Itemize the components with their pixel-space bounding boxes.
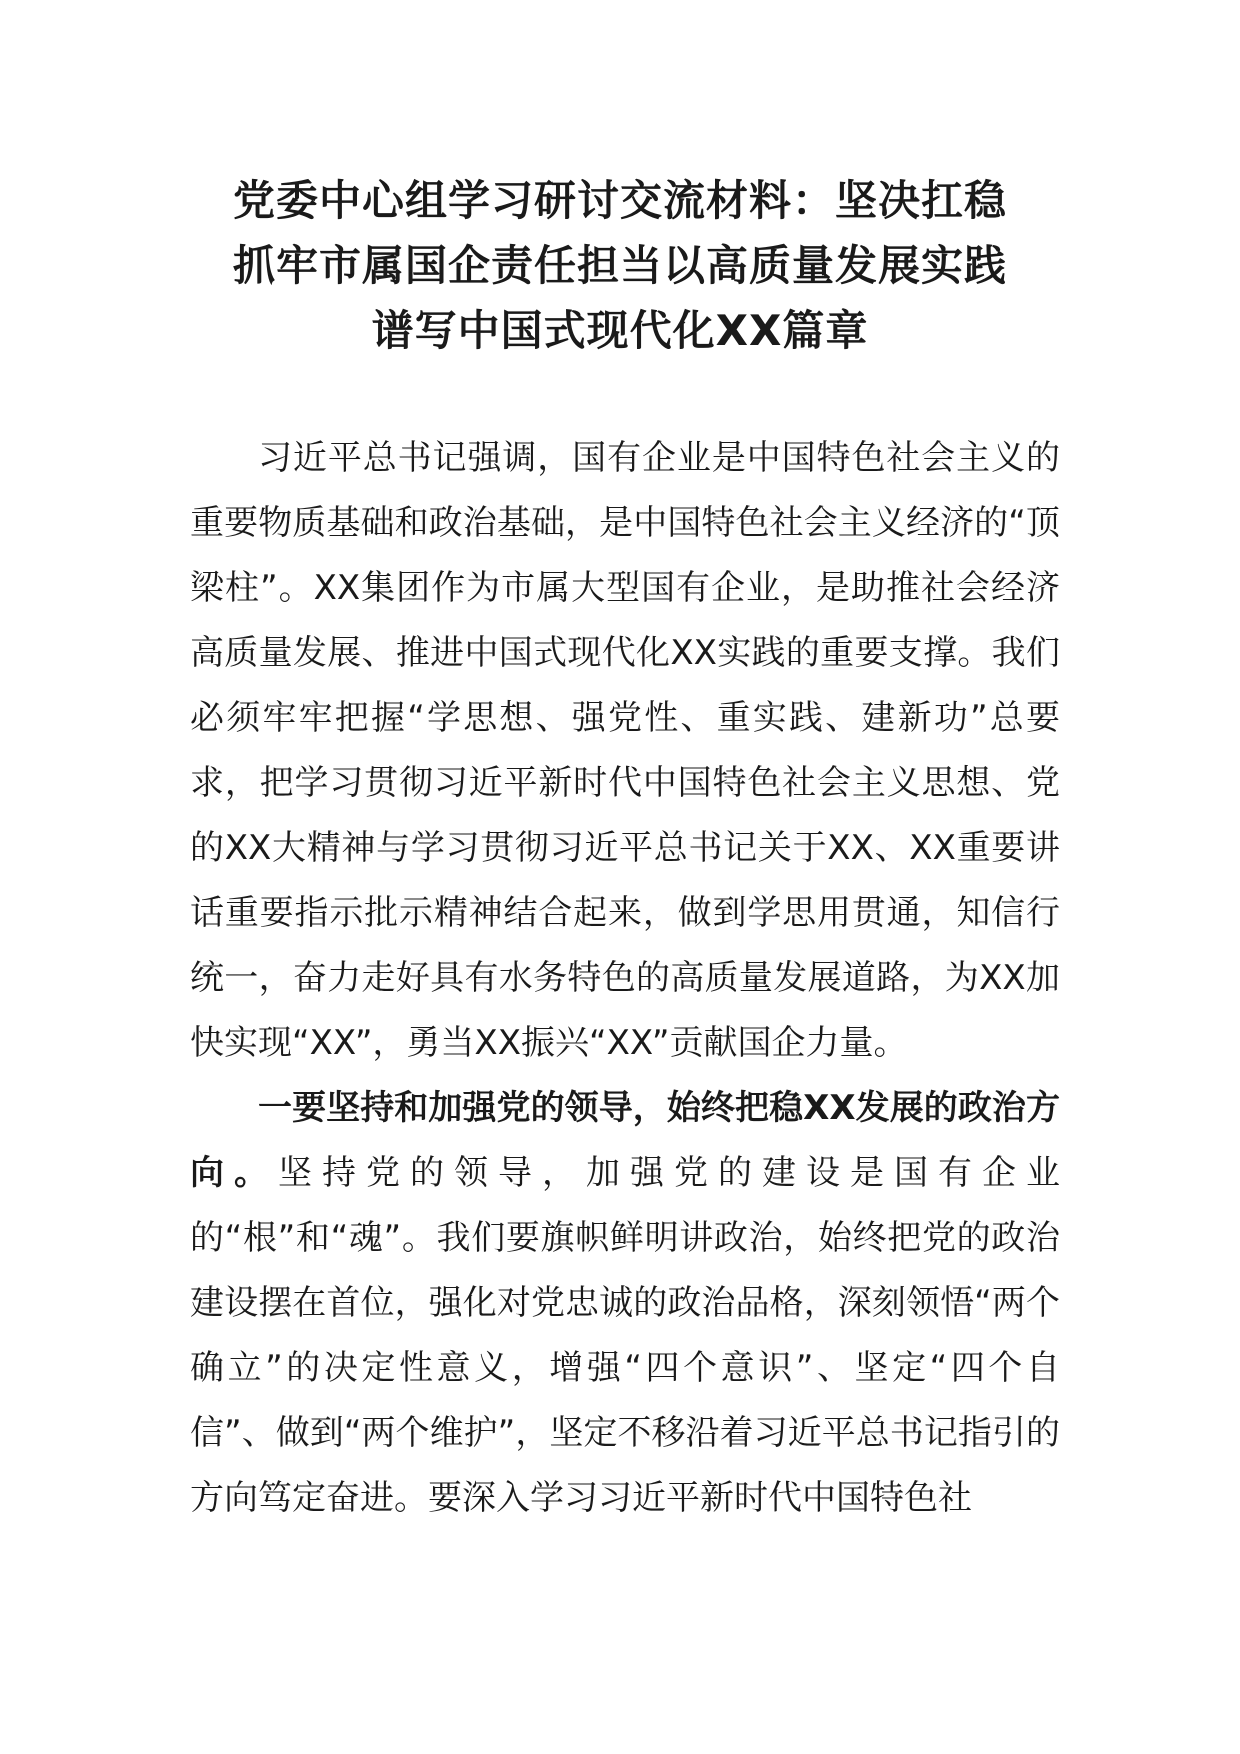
document-title xyxy=(190,168,1050,363)
paragraph-2-text: 坚持党的领导，加强党的建设是国有企业的“根”和“魂”。我们要旗帜鲜明讲政治，始终把党的政治建设摆在首位，强化对党忠诚的政治品格，深刻领悟“两个确立”的决定性意义，增强“四个意识”、坚定“四个自信”、做到“两个维护”，坚定不移沿着习近平总书记指引的方向笃定奋进。要深入学习习近平新时代中国特色社 xyxy=(190,1153,1060,1518)
title-line-2: 抓牢市属国企责任担当以高质量发展实践 xyxy=(232,241,1007,290)
paragraph-2-lead: 一要坚持和加强党的领导，始终把稳XX发展的政治方向。 xyxy=(190,1088,1060,1193)
document-body xyxy=(190,426,1060,1531)
title-line-1: 党委中心组学习研讨交流材料：坚决扛稳 xyxy=(232,176,1007,225)
paragraph-1-text: 习近平总书记强调，国有企业是中国特色社会主义的重要物质基础和政治基础，是中国特色社会主义经济的“顶梁柱”。XX集团作为市属大型国有企业，是助推社会经济高质量发展、推进中国式现代化XX实践的重要支撑。我们必须牢牢把握“学思想、强党性、重实践、建新功”总要求，把学习贯彻习近平新时代中国特色社会主义思想、党的XX大精神与学习贯彻习近平总书记关于XX、XX重要讲话重要指示批示精神结合起来，做到学思用贯通，知信行统一，奋力走好具有水务特色的高质量发展道路，为XX加快实现“XX”，勇当XX振兴“XX”贡献国企力量。 xyxy=(190,438,1060,1063)
paragraph-2 xyxy=(190,1076,1060,1531)
title-line-3: 谱写中国式现代化XX篇章 xyxy=(371,306,869,355)
paragraph-1 xyxy=(190,426,1060,1076)
